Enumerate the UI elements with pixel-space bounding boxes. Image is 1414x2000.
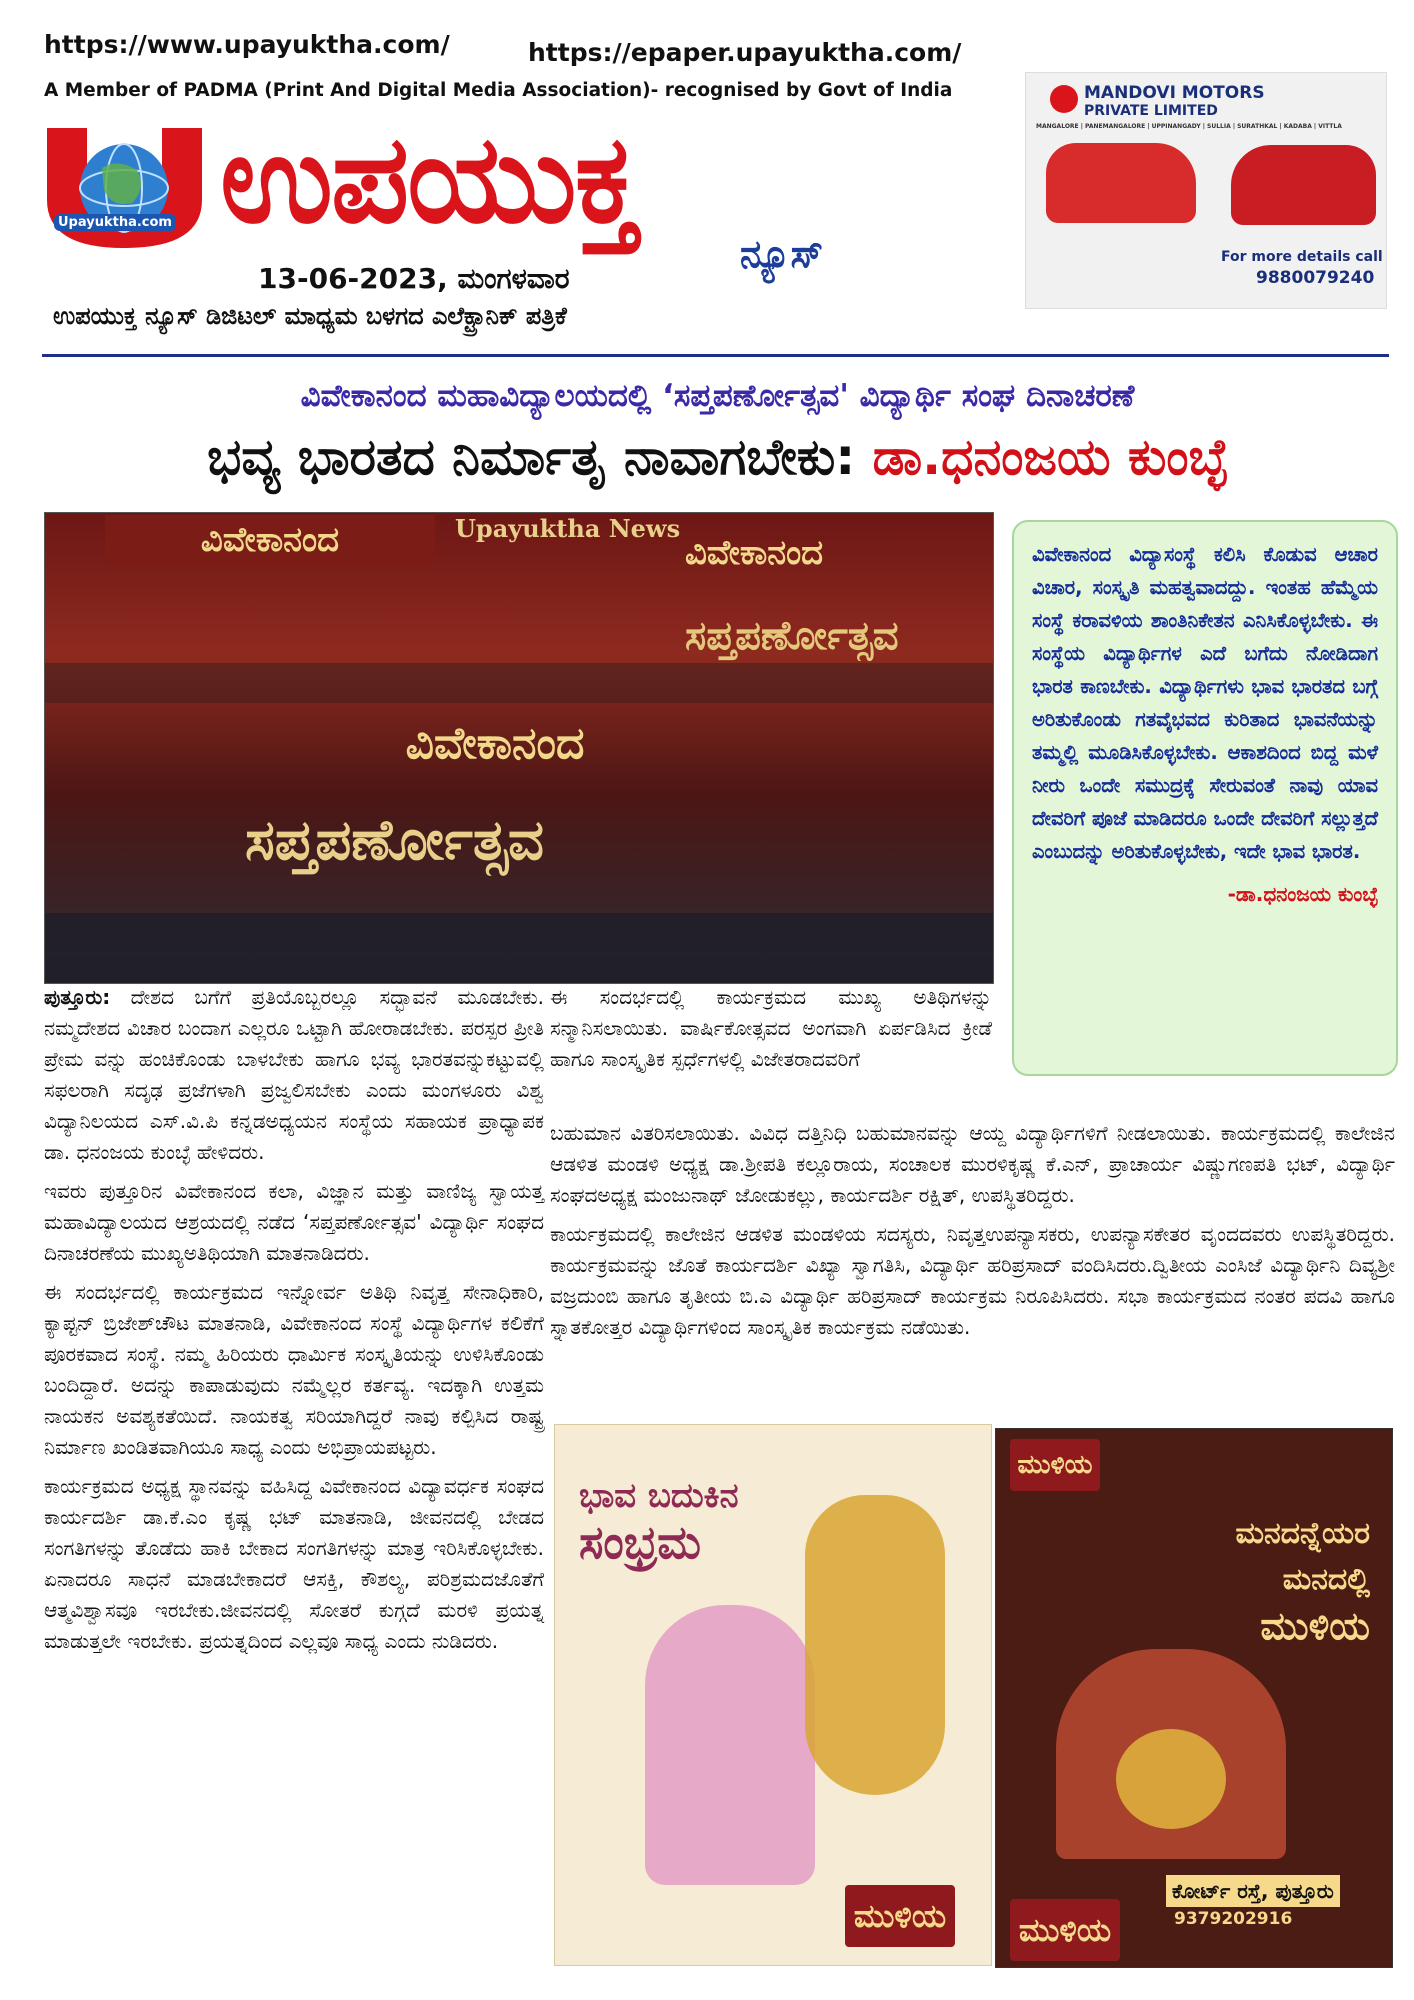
pull-quote (1012, 520, 1398, 1076)
ad-right-phone[interactable]: 9379202916 (1174, 1909, 1293, 1929)
dealer-sub: PRIVATE LIMITED (1084, 103, 1218, 119)
red-car-image (1046, 143, 1196, 223)
car-dealer-ad[interactable] (1025, 72, 1387, 309)
dealer-logo-icon (1050, 85, 1078, 113)
ad-right-brand-bottom: ಮುಳಿಯ (1010, 1899, 1120, 1961)
article-column-wide (550, 1118, 1395, 1351)
website-url[interactable]: https://www.upayuktha.com/ (44, 30, 450, 59)
pull-quote-text: ವಿವೇಕಾನಂದ ವಿದ್ಯಾಸಂಸ್ಥೆ ಕಲಿಸಿ ಕೊಡುವ ಆಚಾರ ವಿಚಾರ, ಸಂಸ್ಕೃತಿ ಮಹತ್ವವಾದದ್ದು. ಇಂತಹ ಹೆಮ್ಮೆಯ ಸಂಸ್ಥೆ ಕರಾವಳಿಯ ಶಾಂತಿನಿಕೇತನ ಎನಿಸಿಕೊಳ್ಳಬೇಕು. ಈ ಸಂಸ್ಥೆಯ ವಿದ್ಯಾರ್ಥಿಗಳ ಎದೆ ಬಗೆದು ನೋಡಿದಾಗ ಭಾರತ ಕಾಣಬೇಕು. ವಿದ್ಯಾರ್ಥಿಗಳು ಭಾವ ಭಾರತದ ಬಗ್ಗೆ ಅರಿತುಕೊಂಡು ಗತವೈಭವದ ಕುರಿತಾದ ಭಾವನೆಯನ್ನು ತಮ್ಮಲ್ಲಿ ಮೂಡಿಸಿಕೊಳ್ಳಬೇಕು. ಆಕಾಶದಿಂದ ಬಿದ್ದ ಮಳೆ ನೀರು ಒಂದೇ ಸಮುದ್ರಕ್ಕೆ ಸೇರುವಂತೆ ನಾವು ಯಾವ ದೇವರಿಗೆ ಪೂಜೆ ಮಾಡಿದರೂ ಒಂದೇ ದೇವರಿಗೆ ಸಲ್ಲುತ್ತದೆ ಎಂಬುದನ್ನು ಅರಿತುಕೊಳ್ಳಬೇಕು, ಇದೇ ಭಾವ ಭಾರತ. (1032, 543, 1378, 863)
ad-right-title-3: ಮುಳಿಯ (1260, 1604, 1370, 1648)
epaper-url[interactable]: https://epaper.upayuktha.com/ (528, 38, 962, 67)
dealer-locations: MANGALORE | PANEMANGALORE | UPPINANGADY | SULLIA | SURATHKAL | KADABA | VITTLA (1036, 123, 1342, 130)
photo-banner-main-2: ಸಪ್ತಪರ್ಣೋತ್ಸವ (245, 808, 544, 873)
dealer-phone[interactable]: 9880079240 (1256, 268, 1375, 288)
gold-necklace-image (1116, 1729, 1226, 1829)
photo-banner-right: ವಿವೇಕಾನಂದ (685, 533, 824, 573)
article-paragraph: ಪುತ್ತೂರು: ದೇಶದ ಬಗೆಗೆ ಪ್ರತಿಯೊಬ್ಬರಲ್ಲೂ ಸದ್ಭಾವನೆ ಮೂಡಬೇಕು. ನಮ್ಮದೇಶದ ವಿಚಾರ ಬಂದಾಗ ಎಲ್ಲರೂ ಒಟ್ಟಾಗಿ ಹೋರಾಡಬೇಕು. ಪರಸ್ಪರ ಪ್ರೀತಿ ಪ್ರೇಮ ವನ್ನು ಹಂಚಿಕೊಂಡು ಬಾಳಬೇಕು ಹಾಗೂ ಭವ್ಯ ಭಾರತವನ್ನುಕಟ್ಟುವಲ್ಲಿ ಸಫಲರಾಗಿ ಸದೃಢ ಪ್ರಜೆಗಳಾಗಿ ಪ್ರಜ್ವಲಿಸಬೇಕು ಎಂದು ಮಂಗಳೂರು ವಿಶ್ವ ವಿದ್ಯಾನಿಲಯದ ಎಸ್.ವಿ.ಪಿ ಕನ್ನಡಅಧ್ಯಯನ ಸಂಸ್ಥೆಯ ಸಹಾಯಕ ಪ್ರಾಧ್ಯಾಪಕ ಡಾ. ಧನಂಜಯ ಕುಂಬ್ಳೆ ಹೇಳಿದರು. (44, 985, 544, 1164)
article-paragraph: ಕಾರ್ಯಕ್ರಮದಲ್ಲಿ ಕಾಲೇಜಿನ ಆಡಳಿತ ಮಂಡಳಿಯ ಸದಸ್ಯರು, ನಿವೃತ್ತಉಪನ್ಯಾಸಕರು, ಉಪನ್ಯಾಸಕೇತರ ವೃಂದದವರು ಉಪಸ್ಥಿತರಿದ್ದರು. ಕಾರ್ಯಕ್ರಮವನ್ನು ಜೊತೆ ಕಾರ್ಯದರ್ಶಿ ವಿಖ್ಯಾ ಸ್ವಾಗತಿಸಿ, ವಿದ್ಯಾರ್ಥಿ ಹರಿಪ್ರಸಾದ್ ವಂದಿಸಿದರು.ದ್ವಿತೀಯ ಎಂಸಿಜೆ ವಿದ್ಯಾರ್ಥಿನಿ ದಿವ್ಯಶ್ರೀ ವಜ್ರದುಂಬಿ ಹಾಗೂ ತೃತೀಯ ಬಿ.ಎ ವಿದ್ಯಾರ್ಥಿ ಹರಿಪ್ರಸಾದ್ ಕಾರ್ಯಕ್ರಮ ನಿರೂಪಿಸಿದರು. ಸಭಾ ಕಾರ್ಯಕ್ರಮದ ನಂತರ ಪದವಿ ಹಾಗೂ ಸ್ನಾತಕೋತ್ತರ ವಿದ್ಯಾರ್ಥಿಗಳಿಂದ ಸಾಂಸ್ಕೃತಿಕ ಕಾರ್ಯಕ್ರಮ ನಡೆಯಿತು. (550, 1222, 1395, 1339)
dealer-cta: For more details call (1221, 249, 1383, 265)
stage-row-top (45, 663, 993, 703)
headline-main: ಭವ್ಯ ಭಾರತದ ನಿರ್ಮಾತೃ ನಾವಾಗಬೇಕು: (207, 428, 856, 486)
dateline: ಪುತ್ತೂರು: (44, 985, 111, 1009)
ad-right-title-1: ಮನದನ್ನೆಯರ (1235, 1516, 1370, 1551)
article-column-left (44, 982, 544, 1665)
article-column-middle (550, 982, 992, 1083)
masthead-title: ಉಪಯುಕ್ತ (220, 108, 638, 250)
article-paragraph: ಇವರು ಪುತ್ತೂರಿನ ವಿವೇಕಾನಂದ ಕಲಾ, ವಿಜ್ಞಾನ ಮತ್ತು ವಾಣಿಜ್ಯ ಸ್ವಾಯತ್ತ ಮಹಾವಿದ್ಯಾಲಯದ ಆಶ್ರಯದಲ್ಲಿ ನಡೆದ ‘ಸಪ್ತಪರ್ಣೋತ್ಸವ' ವಿದ್ಯಾರ್ಥಿ ಸಂಘದ ದಿನಾಚರಣೆಯ ಮುಖ್ಯಅತಿಥಿಯಾಗಿ ಮಾತನಾಡಿದರು. (44, 1179, 544, 1265)
dealer-name: MANDOVI MOTORS (1084, 83, 1265, 103)
photo-watermark: Upayuktha News (455, 514, 681, 543)
necklace-image (805, 1495, 945, 1795)
red-hatchback-image (1231, 145, 1376, 225)
photo-banner-right-2: ಸಪ್ತಪರ್ಣೋತ್ಸವ (685, 613, 899, 659)
masthead-news: ನ್ಯೂಸ್ (740, 232, 824, 276)
headline-speaker: ಡಾ.ಧನಂಜಯ ಕುಂಬ್ಳೆ (872, 428, 1228, 486)
ad-left-title-2: ಸಂಭ್ರಮ (579, 1515, 701, 1569)
ad-right-brand-top: ಮುಳಿಯ (1010, 1439, 1100, 1491)
article-headline (45, 428, 1390, 487)
header-divider (42, 354, 1389, 357)
article-paragraph: ಬಹುಮಾನ ವಿತರಿಸಲಾಯಿತು. ವಿವಿಧ ದತ್ತಿನಿಧಿ ಬಹುಮಾನವನ್ನು ಆಯ್ದ ವಿದ್ಯಾರ್ಥಿಗಳಿಗೆ ನೀಡಲಾಯಿತು. ಕಾರ್ಯಕ್ರಮದಲ್ಲಿ ಕಾಲೇಜಿನ ಆಡಳಿತ ಮಂಡಳಿ ಅಧ್ಯಕ್ಷ ಡಾ.ಶ್ರೀಪತಿ ಕಲ್ಲೂರಾಯ, ಸಂಚಾಲಕ ಮುರಳಿಕೃಷ್ಣ ಕೆ.ಎನ್, ಪ್ರಾಚಾರ್ಯ ವಿಷ್ಣುಗಣಪತಿ ಭಟ್, ವಿದ್ಯಾರ್ಥಿ ಸಂಘದಅಧ್ಯಕ್ಷ ಮಂಜುನಾಥ್ ಜೋಡುಕಲ್ಲು, ಕಾರ್ಯದರ್ಶಿ ರಕ್ಷಿತ್, ಉಪಸ್ಥಿತರಿದ್ದರು. (550, 1121, 1395, 1207)
issue-date: 13-06-2023, ಮಂಗಳವಾರ (258, 262, 570, 295)
masthead-subtitle: ಉಪಯುಕ್ತ ನ್ಯೂಸ್ ಡಿಜಿಟಲ್ ಮಾಧ್ಯಮ ಬಳಗದ ಎಲೆಕ್ಟ್ರಾನಿಕ್ ಪತ್ರಿಕೆ (53, 302, 567, 330)
girl-model-image (645, 1605, 815, 1885)
pull-quote-author: -ಡಾ.ಧನಂಜಯ ಕುಂಬ್ಳೆ (1227, 882, 1378, 906)
ad-right-title-2: ಮನದಲ್ಲಿ (1282, 1562, 1370, 1597)
jewellery-ad-left[interactable] (554, 1424, 992, 1966)
article-paragraph: ಕಾರ್ಯಕ್ರಮದ ಅಧ್ಯಕ್ಷ ಸ್ಥಾನವನ್ನು ವಹಿಸಿದ್ದ ವಿವೇಕಾನಂದ ವಿದ್ಯಾವರ್ಧಕ ಸಂಘದ ಕಾರ್ಯದರ್ಶಿ ಡಾ.ಕೆ.ಎಂ ಕೃಷ್ಣ ಭಟ್ ಮಾತನಾಡಿ, ಜೀವನದಲ್ಲಿ ಬೇಡದ ಸಂಗತಿಗಳನ್ನು ತೊಡೆದು ಹಾಕಿ ಬೇಕಾದ ಸಂಗತಿಗಳನ್ನು ಮಾತ್ರ ಇರಿಸಿಕೊಳ್ಳಬೇಕು. ಏನಾದರೂ ಸಾಧನೆ ಮಾಡಬೇಕಾದರೆ ಆಸಕ್ತಿ, ಕೌಶಲ್ಯ, ಪರಿಶ್ರಮದಜೊತೆಗೆ ಆತ್ಮವಿಶ್ವಾಸವೂ ಇರಬೇಕು.ಜೀವನದಲ್ಲಿ ಸೋತರೆ ಕುಗ್ಗದೆ ಮರಳಿ ಪ್ರಯತ್ನ ಮಾಡುತ್ತಲೇ ಇರಬೇಕು. ಪ್ರಯತ್ನದಿಂದ ಎಲ್ಲವೂ ಸಾಧ್ಯ ಎಂದು ನುಡಿದರು. (44, 1474, 544, 1653)
stage-row-bottom (45, 913, 993, 983)
event-photo (44, 512, 994, 984)
article-paragraph: ಈ ಸಂದರ್ಭದಲ್ಲಿ ಕಾರ್ಯಕ್ರಮದ ಇನ್ನೋರ್ವ ಅತಿಥಿ ನಿವೃತ್ತ ಸೇನಾಧಿಕಾರಿ, ಕ್ಯಾಪ್ಟನ್ ಬ್ರಿಜೇಶ್‌ಚೌಟ ಮಾತನಾಡಿ, ವಿವೇಕಾನಂದ ಸಂಸ್ಥೆ ವಿದ್ಯಾರ್ಥಿಗಳ ಕಲಿಕೆಗೆ ಪೂರಕವಾದ ಸಂಸ್ಥೆ. ನಮ್ಮ ಹಿರಿಯರು ಧಾರ್ಮಿಕ ಸಂಸ್ಕೃತಿಯನ್ನು ಉಳಿಸಿಕೊಂಡು ಬಂದಿದ್ದಾರೆ. ಅದನ್ನು ಕಾಪಾಡುವುದು ನಮ್ಮೆಲ್ಲರ ಕರ್ತವ್ಯ. ಇದಕ್ಕಾಗಿ ಉತ್ತಮ ನಾಯಕನ ಅವಶ್ಯಕತೆಯಿದೆ. ನಾಯಕತ್ವ ಸರಿಯಾಗಿದ್ದರೆ ನಾವು ಕಲ್ಪಿಸಿದ ರಾಷ್ಟ್ರ ನಿರ್ಮಾಣ ಖಂಡಿತವಾಗಿಯೂ ಸಾಧ್ಯ ಎಂದು ಅಭಿಪ್ರಾಯಪಟ್ಟರು. (44, 1280, 544, 1459)
article-kicker: ವಿವೇಕಾನಂದ ಮಹಾವಿದ್ಯಾಲಯದಲ್ಲಿ ‘ಸಪ್ತಪರ್ಣೋತ್ಸವ' ವಿದ್ಯಾರ್ಥಿ ಸಂಘ ದಿನಾಚರಣೆ (300, 378, 1135, 414)
ad-right-address: ಕೋರ್ಟ್ ರಸ್ತೆ, ಪುತ್ತೂರು (1166, 1875, 1340, 1907)
logo-globe-label: Upayuktha.com (54, 214, 176, 231)
article-paragraph: ಈ ಸಂದರ್ಭದಲ್ಲಿ ಕಾರ್ಯಕ್ರಮದ ಮುಖ್ಯ ಅತಿಥಿಗಳನ್ನು ಸನ್ಮಾನಿಸಲಾಯಿತು. ವಾರ್ಷಿಕೋತ್ಸವದ ಅಂಗವಾಗಿ ಏರ್ಪಡಿಸಿದ ಕ್ರೀಡೆ ಹಾಗೂ ಸಾಂಸ್ಕೃತಿಕ ಸ್ಪರ್ಧೆಗಳಲ್ಲಿ ವಿಜೇತರಾದವರಿಗೆ (550, 985, 992, 1071)
jewellery-ad-right[interactable] (995, 1428, 1393, 1968)
logo-globe (42, 128, 207, 248)
photo-banner-top: ವಿವೇಕಾನಂದ (105, 515, 435, 565)
photo-banner-main: ವಿವೇಕಾನಂದ (405, 718, 585, 769)
member-line: A Member of PADMA (Print And Digital Media Association)- recognised by Govt of India (44, 80, 953, 101)
ad-left-brand: ಮುಳಿಯ (845, 1885, 955, 1947)
ad-left-title-1: ಭಾವ ಬದುಕಿನ (579, 1476, 739, 1516)
